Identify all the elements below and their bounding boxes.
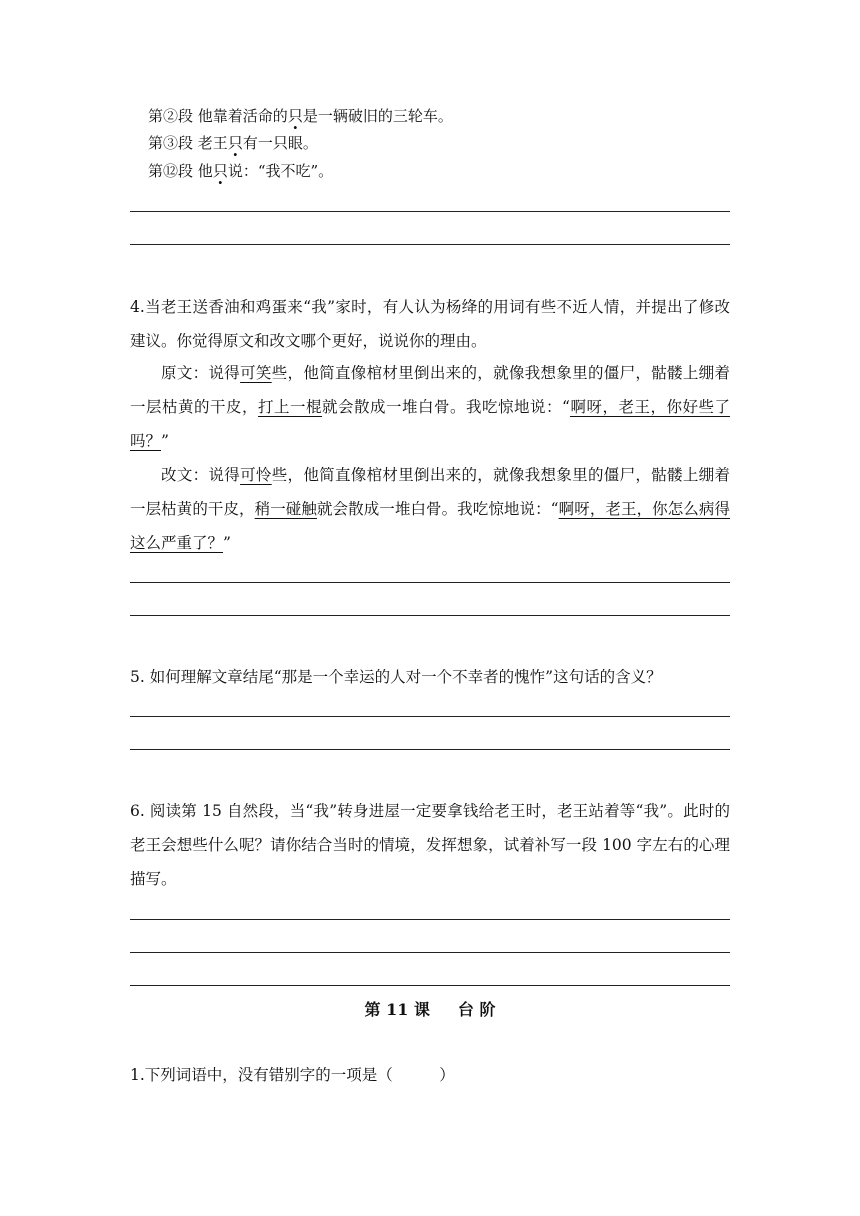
q3-item-3: 第⑫段 他只说：“我不吃”。 — [148, 162, 334, 180]
answer-line[interactable] — [130, 749, 730, 750]
q4-question: 4.当老王送香油和鸡蛋来“我”家时，有人认为杨绛的用词有些不近人情，并提出了修改建议。你觉得原文和改文哪个更好，说说你的理由。 — [130, 298, 730, 350]
answer-line[interactable] — [130, 952, 730, 953]
q4-original-text: 原文：说得可笑些，他简直像棺材里倒出来的，就像我想象里的僵尸，骷髅上绷着一层枯黄的干皮，打上一棍就会散成一堆白骨。我吃惊地说：“啊呀，老王，你好些了吗？” — [130, 364, 730, 450]
answer-line[interactable] — [130, 211, 730, 212]
q3-item-1: 第②段 他靠着活命的只是一辆破旧的三轮车。 — [148, 107, 453, 125]
answer-line[interactable] — [130, 919, 730, 920]
q4-revised-text: 改文：说得可怜些，他简直像棺材里倒出来的，就像我想象里的僵尸，骷髅上绷着一层枯黄的干皮，稍一碰触就会散成一堆白骨。我吃惊地说：“啊呀，老王，你怎么病得这么严重了？” — [130, 466, 730, 552]
lesson-title: 第 11 课 台 阶 — [364, 1000, 496, 1019]
answer-line[interactable] — [130, 985, 730, 986]
answer-line[interactable] — [130, 582, 730, 583]
answer-line[interactable] — [130, 615, 730, 616]
q5-question: 5. 如何理解文章结尾“那是一个幸运的人对一个不幸者的愧怍”这句话的含义？ — [130, 668, 662, 686]
answer-line[interactable] — [130, 716, 730, 717]
q3-item-2: 第③段 老王只有一只眼。 — [148, 134, 318, 152]
q6-question: 6. 阅读第 15 自然段，当“我”转身进屋一定要拿钱给老王时，老王站着等“我”。此时的老王会想些什么呢？请你结合当时的情境，发挥想象，试着补写一段 100 字左右的心理描写。 — [130, 802, 730, 888]
next-question-1: 1.下列词语中，没有错别字的一项是（ ） — [130, 1066, 455, 1084]
answer-line[interactable] — [130, 244, 730, 245]
